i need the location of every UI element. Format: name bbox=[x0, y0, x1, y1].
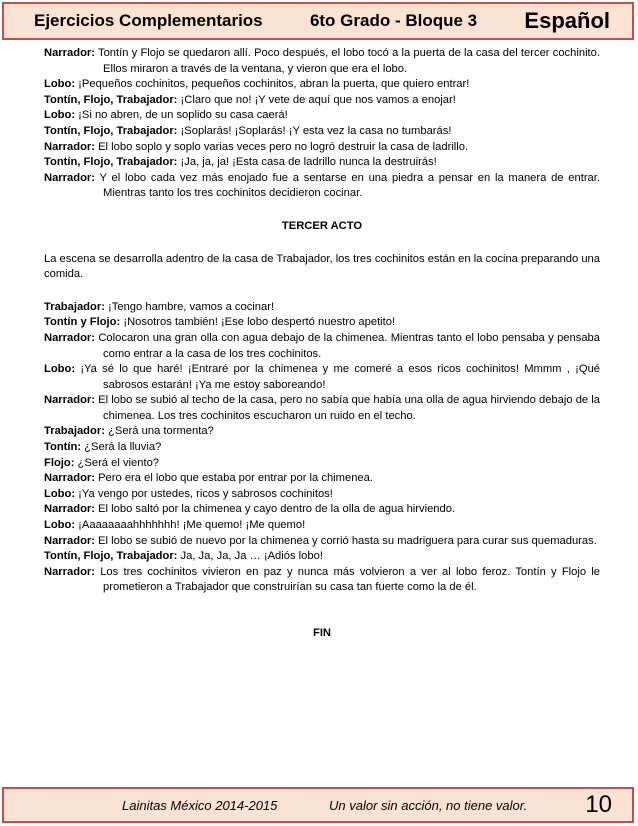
dialogue-text: ¿Será la lluvia? bbox=[81, 441, 162, 454]
dialogue-text: ¡Claro que no! ¡Y vete de aquí que nos vamos a enojar! bbox=[177, 93, 456, 106]
speaker-name: Narrador: bbox=[44, 503, 95, 516]
dialogue-text: ¿Será el viento? bbox=[74, 456, 160, 469]
dialogue-text: El lobo saltó por la chimenea y cayo dentro de la olla de agua hirviendo. bbox=[94, 503, 456, 516]
dialogue-text: El lobo soplo y soplo varias veces pero no logró destruir la casa de ladrillo. bbox=[94, 140, 469, 153]
header-subject: Español bbox=[524, 8, 610, 33]
dialogue-line bbox=[44, 393, 600, 424]
dialogue-block-1 bbox=[44, 46, 600, 202]
dialogue-text: ¡Tengo hambre, vamos a cocinar! bbox=[104, 300, 275, 313]
speaker-name: Lobo: bbox=[44, 487, 76, 500]
speaker-name: Trabajador: bbox=[44, 300, 105, 313]
footer-motto: Un valor sin acción, no tiene valor. bbox=[329, 797, 528, 813]
dialogue-text: Los tres cochinitos vivieron en paz y nunca más volvieron a ver al lobo feroz. Tontín y Flojo le prometieron a Trabajador que construirían su casa tan fuerte como la de él. bbox=[94, 565, 600, 594]
dialogue-text: ¡Ja, ja, ja! ¡Esta casa de ladrillo nunca la destruirás! bbox=[177, 156, 437, 169]
speaker-name: Lobo: bbox=[44, 363, 76, 376]
dialogue-text: El lobo se subió al techo de la casa, pero no sabía que había una olla de agua hirviendo debajo de la chimenea. Los tres cochinitos escucharon un ruido en el techo. bbox=[94, 394, 600, 422]
dialogue-line bbox=[44, 140, 600, 156]
dialogue-line bbox=[44, 46, 600, 77]
speaker-name: Lobo: bbox=[44, 109, 76, 122]
dialogue-line bbox=[44, 362, 600, 393]
dialogue-text: ¡Nosotros también! ¡Ese lobo despertó nuestro apetito! bbox=[120, 316, 396, 329]
speaker-name: Narrador: bbox=[44, 140, 95, 153]
speaker-name: Tontín: bbox=[44, 441, 82, 454]
speaker-name: Narrador: bbox=[44, 331, 95, 344]
dialogue-text: ¡Ya sé lo que haré! ¡Entraré por la chimenea y me comeré a esos ricos cochinitos! Mmmm , ¡Qué sabrosos estarán! ¡Ya me estoy saboreando! bbox=[75, 363, 600, 391]
dialogue-block-2 bbox=[44, 300, 600, 596]
speaker-name: Narrador: bbox=[44, 565, 95, 578]
speaker-name: Trabajador: bbox=[44, 425, 105, 438]
page-number: 10 bbox=[585, 791, 612, 818]
dialogue-text: ¡Ya vengo por ustedes, ricos y sabrosos cochinitos! bbox=[75, 487, 333, 500]
dialogue-line bbox=[44, 424, 600, 440]
page-footer bbox=[2, 787, 634, 823]
footer-source: Lainitas México 2014-2015 bbox=[122, 797, 278, 813]
speaker-name: Narrador: bbox=[44, 472, 95, 485]
dialogue-line bbox=[44, 77, 600, 93]
dialogue-line bbox=[44, 155, 600, 171]
speaker-name: Lobo: bbox=[44, 519, 76, 532]
dialogue-text: Pero era el lobo que estaba por entrar por la chimenea. bbox=[94, 472, 373, 485]
dialogue-line bbox=[44, 565, 600, 596]
dialogue-line bbox=[44, 124, 600, 140]
dialogue-text: Tontín y Flojo se quedaron allí. Poco después, el lobo tocó a la puerta de la casa del tercer cochinito. Ellos miraron a través de la ventana, y vieron que era el lobo. bbox=[94, 47, 600, 75]
speaker-name: Tontín, Flojo, Trabajador: bbox=[44, 156, 178, 169]
speaker-name: Flojo: bbox=[44, 456, 75, 469]
dialogue-line bbox=[44, 300, 600, 316]
dialogue-text: Y el lobo cada vez más enojado fue a sentarse en una piedra a pensar en la manera de entrar. Mientras tanto los tres cochinitos decidieron cocinar. bbox=[94, 171, 600, 200]
dialogue-text: ¡Pequeños cochinitos, pequeños cochinitos, abran la puerta, que quiero entrar! bbox=[75, 78, 470, 91]
speaker-name: Tontín, Flojo, Trabajador: bbox=[44, 93, 178, 106]
speaker-name: Narrador: bbox=[44, 171, 95, 184]
dialogue-line bbox=[44, 534, 600, 550]
dialogue-line bbox=[44, 456, 600, 472]
dialogue-text: El lobo se subió de nuevo por la chimenea y corrió hasta su madriguera para curar sus quemaduras. bbox=[94, 534, 597, 547]
dialogue-line bbox=[44, 518, 600, 534]
dialogue-line bbox=[44, 93, 600, 109]
dialogue-line bbox=[44, 549, 600, 565]
speaker-name: Narrador: bbox=[44, 47, 95, 59]
dialogue-line bbox=[44, 487, 600, 503]
scene-description: La escena se desarrolla adentro de la casa de Trabajador, los tres cochinitos están en la cocina preparando una comida. bbox=[44, 252, 601, 281]
dialogue-text: ¡Si no abren, de un soplido su casa caerá! bbox=[75, 109, 288, 122]
speaker-name: Tontín y Flojo: bbox=[44, 316, 121, 329]
page-header bbox=[2, 2, 634, 40]
dialogue-text: ¡Aaaaaaaahhhhhhh! ¡Me quemo! ¡Me quemo! bbox=[75, 519, 306, 532]
speaker-name: Narrador: bbox=[44, 534, 95, 547]
dialogue-line bbox=[44, 331, 600, 362]
dialogue-text: Ja, Ja, Ja, Ja … ¡Adiós lobo! bbox=[177, 550, 323, 563]
speaker-name: Tontín, Flojo, Trabajador: bbox=[44, 124, 178, 137]
header-grade: 6to Grado - Bloque 3 bbox=[309, 11, 478, 30]
dialogue-text: ¡Soplarás! ¡Soplarás! ¡Y esta vez la casa no tumbarás! bbox=[177, 124, 452, 137]
dialogue-line bbox=[44, 108, 600, 124]
dialogue-line bbox=[44, 471, 600, 487]
dialogue-text: Colocaron una gran olla con agua debajo de la chimenea. Mientras tanto el lobo pensaba y pensaba como entrar a la casa de los tres cochinitos. bbox=[94, 331, 600, 360]
speaker-name: Tontín, Flojo, Trabajador: bbox=[44, 550, 178, 563]
dialogue-line bbox=[44, 315, 600, 331]
end-title: FIN bbox=[312, 627, 332, 639]
dialogue-text: ¿Será una tormenta? bbox=[104, 425, 214, 438]
speaker-name: Lobo: bbox=[44, 78, 76, 91]
dialogue-line bbox=[44, 502, 600, 518]
header-title: Ejercicios Complementarios bbox=[34, 11, 263, 30]
act-title: TERCER ACTO bbox=[281, 219, 363, 232]
dialogue-line bbox=[44, 171, 600, 202]
document-body bbox=[44, 46, 600, 642]
dialogue-line bbox=[44, 440, 600, 456]
speaker-name: Narrador: bbox=[44, 394, 95, 407]
